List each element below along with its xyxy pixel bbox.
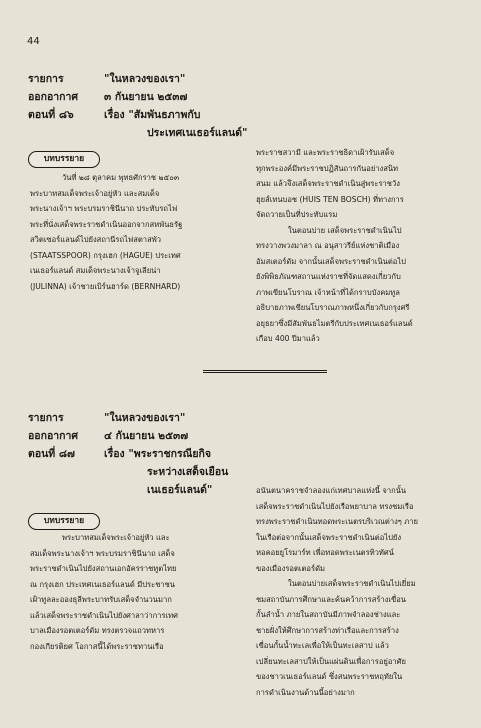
paragraph-line: ในตอนบ่ายเสด็จพระราชดำเนินไปเยี่ยม xyxy=(288,579,416,588)
paragraph-line: ของเมืองรอตเตอร์ดัม xyxy=(256,563,326,573)
paragraph-line: สวิตเซอร์แลนด์ไปยังสถานีรถไฟสตาสพัว xyxy=(30,235,161,244)
page-number: 44 xyxy=(27,36,40,47)
paragraph-line: ณ กรุงเฮก ประเทศเนเธอร์แลนด์ มีประชาชน xyxy=(30,579,175,589)
paragraph-line: วันที่ ๒๘ ตุลาคม พุทธศักราช ๒๕๐๓ xyxy=(62,173,180,182)
paragraph-line: ชมสถาบันการศึกษาและค้นคว้าการสร้างเขื่อน xyxy=(256,594,406,604)
paragraph-line: ของชาวเนเธอร์แลนด์ ซึ่งสนพระราชหฤทัยใน xyxy=(256,672,403,681)
air-date-value: ๔ กันยายน ๒๕๓๗ xyxy=(104,430,189,442)
episode-topic: เรื่อง "พระราชกรณียกิจ xyxy=(104,448,212,460)
paragraph-line: ฮุยส์เทนบอช (HUIS TEN BOSCH) ที่ทางการ xyxy=(256,194,404,204)
paragraph-line: พระที่นั่งเสด็จพระราชดำเนินออกจากสหพันธรัฐ xyxy=(30,219,183,229)
program-title: "ในหลวงของเรา" xyxy=(104,73,186,85)
paragraph-line: ยังพิพิธภัณฑสถานแห่งราชที่จัดแสดงเกี่ยวกับ xyxy=(256,272,401,281)
paragraph-line: พระนางเจ้าฯ พระบรมราชินีนาถ ประทับรถไฟ xyxy=(30,204,178,213)
section-divider xyxy=(203,370,327,373)
paragraph-line: บาลเมืองรอตเตอร์ดัม ทรงตรวจแถวทหาร xyxy=(30,626,165,635)
paragraph-line: เนเธอร์แลนด์ สมเด็จพระนางเจ้าจูเลียน่า xyxy=(30,266,161,275)
paragraph-line: อธิบายภาพเขียนโบราณภาพหนึ่งเกี่ยวกับกรุงศรี xyxy=(256,303,410,312)
paragraph-line: อยุธยาซึ่งมีสัมพันธไมตรีกับประเทศเนเธอร์แลนด์ xyxy=(256,318,413,328)
program-label: รายการ xyxy=(28,73,64,85)
paragraph-line: ในเรือต่อจากนั้นเสด็จพระราชดำเนินต่อไปยัง xyxy=(256,532,402,542)
paragraph-line: การดำเนินงานด้านนี้อย่างมาก xyxy=(256,687,355,697)
paragraph-line: เสด็จพระราชดำเนินไปยังเรือพยาบาล ทรงชมเรือ xyxy=(256,501,414,511)
episode-topic-cont: เนเธอร์แลนด์" xyxy=(147,484,213,496)
narration-badge: บทบรรยาย xyxy=(28,151,100,168)
program-label: รายการ xyxy=(28,412,64,424)
paragraph-line: กั้นลำน้ำ ภายในสถาบันมีภาพจำลองช่างและ xyxy=(256,610,401,619)
paragraph-line: อัมสเตอร์ดัม จากนั้นเสด็จพระราชดำเนินต่อไป xyxy=(256,256,406,266)
paragraph-line: ทุกพระองค์มีพระราชปฏิสันถารกันอย่างสนิท xyxy=(256,163,399,173)
episode-label: ตอนที่ ๘๖ xyxy=(28,109,74,121)
paragraph-line: ภาพเขียนโบราณ เจ้าหน้าที่ได้กราบบังคมทูล xyxy=(256,287,400,297)
paragraph-line: พระบาทสมเด็จพระเจ้าอยู่หัว และ xyxy=(62,533,170,542)
paragraph-line: กองเกียรติยศ โอกาสนี้ได้พระราชทานเรือ xyxy=(30,641,164,651)
air-date-value: ๓ กันยายน ๒๕๓๗ xyxy=(104,91,188,103)
paragraph-line: จัดถวายเป็นที่ประทับแรม xyxy=(256,210,338,219)
narration-badge: บทบรรยาย xyxy=(28,513,100,530)
paragraph-line: เขื่อนกั้นน้ำทะเลเพื่อให้เป็นทะเลสาป แล้ว xyxy=(256,641,389,650)
air-date-label: ออกอากาศ xyxy=(28,91,79,103)
paragraph-line: สนม แล้วจึงเสด็จพระราชดำเนินสู่พระราชวัง xyxy=(256,179,400,188)
paragraph-line: พระราชดำเนินไปยังสถานเอกอัครราชทูตไทย xyxy=(30,564,177,573)
program-title: "ในหลวงของเรา" xyxy=(104,412,186,424)
paragraph-line: ทรงวางพวงมาลา ณ อนุสาวรีย์แห่งชาติเมือง xyxy=(256,241,400,250)
air-date-label: ออกอากาศ xyxy=(28,430,79,442)
paragraph-line: อนันตนาคราชจำลองแก่เทศบาลแห่งนี้ จากนั้น xyxy=(256,486,407,495)
paragraph-line: ในตอนบ่าย เสด็จพระราชดำเนินไป xyxy=(288,225,402,235)
paragraph-line: (STAATSSPOOR) กรุงเฮก (HAGUE) ประเทศ xyxy=(30,250,181,260)
paragraph-line: พระบาทสมเด็จพระเจ้าอยู่หัว และสมเด็จ xyxy=(30,188,160,198)
paragraph-line: สมเด็จพระนางเจ้าฯ พระบรมราชินีนาถ เสด็จ xyxy=(30,548,175,558)
body-left-column xyxy=(30,530,233,654)
paragraph-line: หอคอยยูโรมาร์ท เพื่อทอดพระเนตรทิวทัศน์ xyxy=(256,548,394,557)
episode-topic-cont: ระหว่างเสด็จเยือน xyxy=(147,466,229,478)
paragraph-line: ชายฝั่งให้ศึกษาการสร้างท่าเรือและการสร้าง xyxy=(256,625,399,635)
paragraph-line: แล้วเสด็จพระราชดำเนินไปยังศาลาว่าการเทศ xyxy=(30,610,178,620)
episode-topic-cont: ประเทศเนเธอร์แลนด์" xyxy=(147,127,248,139)
episode-label: ตอนที่ ๘๗ xyxy=(28,448,75,460)
paragraph-line: พระราชสวามี และพระราชธิดาเฝ้ารับเสด็จ xyxy=(256,148,395,157)
paragraph-line: ทรงพระราชดำเนินทอดพระเนตรบริเวณต่างๆ ภาย xyxy=(256,517,419,526)
body-left-column xyxy=(30,170,233,294)
paragraph-line: เฝ้าทูลละอองธุลีพระบาทรับเสด็จจำนวนมาก xyxy=(30,595,172,604)
paragraph-line: เกือบ 400 ปีมาแล้ว xyxy=(256,334,320,343)
body-right-column xyxy=(256,145,458,347)
body-right-column xyxy=(256,483,458,700)
paragraph-line: เปลี่ยนทะเลสาปให้เป็นแผ่นดินเพื่อการอยู่อาศัย xyxy=(256,656,406,666)
episode-topic: เรื่อง "สัมพันธภาพกับ xyxy=(104,109,201,121)
paragraph-line: (JULINNA) เจ้าชายเบิร์นฮาร์ด (BERNHARD) xyxy=(30,281,181,291)
